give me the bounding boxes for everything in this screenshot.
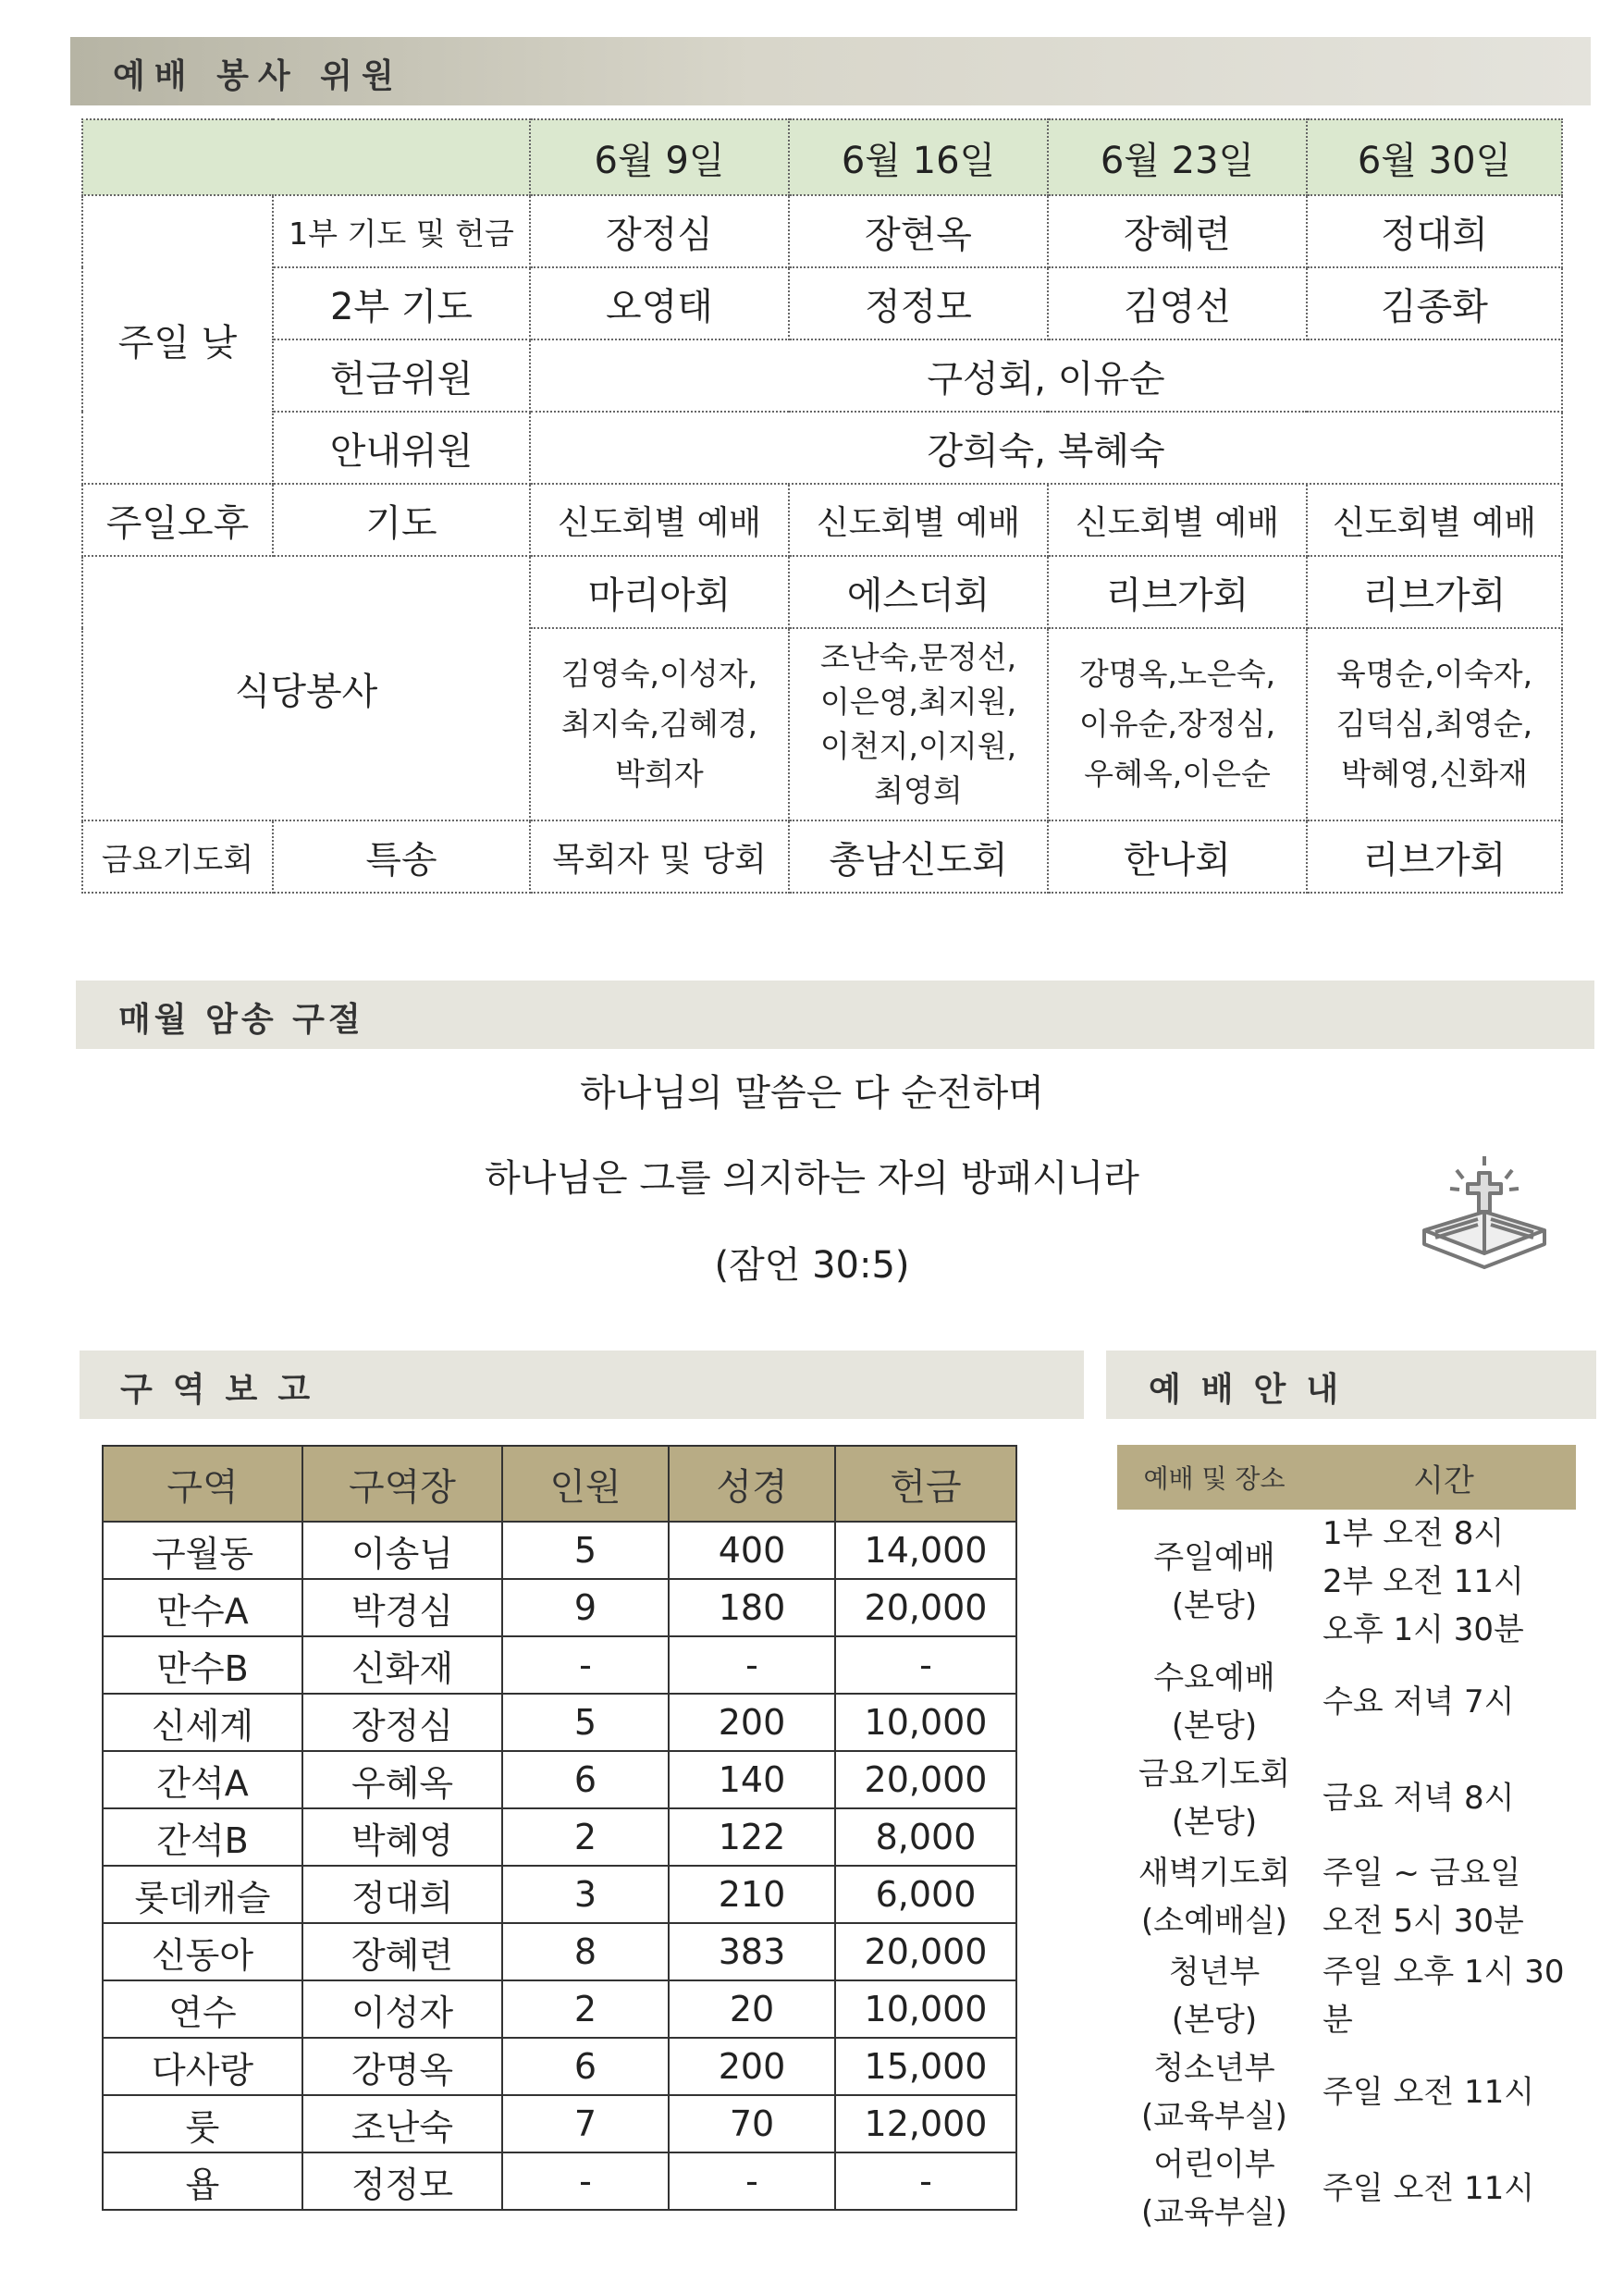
table-cell: 7 — [502, 2095, 669, 2152]
service-cell: 신도회별 예배 — [1048, 484, 1307, 556]
friday-label: 금요기도회 — [82, 820, 273, 893]
service-cell: 신도회별 예배 — [530, 484, 789, 556]
table-cell: 10,000 — [835, 1980, 1016, 2038]
service-cell: 리브가회 — [1307, 820, 1562, 893]
table-cell: 210 — [669, 1866, 835, 1923]
table-cell: 10,000 — [835, 1694, 1016, 1751]
table-cell: 6 — [502, 1751, 669, 1808]
place-line: 청년부 — [1168, 1954, 1261, 1991]
service-cell: 신도회별 예배 — [1307, 484, 1562, 556]
table-cell: 간석B — [103, 1808, 302, 1866]
table-cell: 신동아 — [103, 1923, 302, 1980]
service-cell: 신도회별 예배 — [789, 484, 1048, 556]
worship-time — [1311, 2044, 1576, 2140]
verse-line-1: 하나님의 말씀은 다 순전하며 — [580, 1072, 1044, 1115]
table-cell: 이송님 — [302, 1522, 502, 1579]
time-line: 주일 오전 11시 — [1323, 2074, 1535, 2111]
kitchen-members — [789, 628, 1048, 820]
table-row — [103, 1866, 1016, 1923]
table-cell: - — [835, 1636, 1016, 1694]
table-cell: 6 — [502, 2038, 669, 2095]
service-cell: 정정모 — [789, 267, 1048, 339]
time-line: 주일 오후 1시 30분 — [1323, 1954, 1565, 2039]
service-cell: 한나회 — [1048, 820, 1307, 893]
merged-service-cell: 구성회, 이유순 — [530, 339, 1562, 412]
table-row — [103, 2038, 1016, 2095]
memory-section-title: 매월 암송 구절 — [118, 1001, 364, 1039]
worship-time — [1311, 1846, 1576, 1948]
table-row — [103, 1923, 1016, 1980]
kitchen-group: 에스더회 — [789, 556, 1048, 628]
member-line: 김영숙,이성자, — [560, 656, 758, 692]
member-line: 최지숙,김혜경, — [560, 706, 758, 742]
table-cell: 14,000 — [835, 1522, 1016, 1579]
table-cell: 장혜련 — [302, 1923, 502, 1980]
kitchen-group: 리브가회 — [1048, 556, 1307, 628]
service-cell: 정대희 — [1307, 195, 1562, 267]
table-cell: 신화재 — [302, 1636, 502, 1694]
table-cell: 욥 — [103, 2152, 302, 2210]
table-cell: 박경심 — [302, 1579, 502, 1636]
time-line: 오후 1시 30분 — [1323, 1611, 1524, 1648]
sunday-day-label: 주일 낮 — [82, 195, 273, 484]
table-cell: 70 — [669, 2095, 835, 2152]
service-cell: 오영태 — [530, 267, 789, 339]
service-cell: 장정심 — [530, 195, 789, 267]
worship-time — [1311, 1654, 1576, 1750]
verse-line-2: 하나님은 그를 의지하는 자의 방패시니라 — [485, 1157, 1139, 1200]
table-cell: - — [835, 2152, 1016, 2210]
district-section-header — [80, 1350, 1084, 1419]
time-line: 2부 오전 11시 — [1323, 1563, 1524, 1600]
column-header: 성경 — [669, 1446, 835, 1522]
member-line: 우혜옥,이은순 — [1084, 756, 1271, 792]
member-line: 이유순,장정심, — [1078, 706, 1276, 742]
member-line: 김덕심,최영순, — [1335, 706, 1533, 742]
table-cell: 만수B — [103, 1636, 302, 1694]
member-line: 이천지,이지원, — [819, 728, 1017, 764]
table-cell: 강명옥 — [302, 2038, 502, 2095]
table-cell: 3 — [502, 1866, 669, 1923]
worship-section-header — [1106, 1350, 1596, 1419]
role-label: 기도 — [273, 484, 530, 556]
table-cell: 15,000 — [835, 2038, 1016, 2095]
worship-row — [1117, 1510, 1576, 1654]
service-corner-cell — [82, 119, 530, 195]
column-header: 시간 — [1311, 1445, 1576, 1510]
place-line: (본당) — [1171, 1708, 1258, 1745]
kitchen-members — [1307, 628, 1562, 820]
table-row — [103, 1694, 1016, 1751]
service-row — [82, 484, 1562, 556]
table-cell: 우혜옥 — [302, 1751, 502, 1808]
table-cell: 20 — [669, 1980, 835, 2038]
worship-time — [1311, 1510, 1576, 1654]
verse-reference: (잠언 30:5) — [714, 1244, 910, 1287]
place-line: (소예배실) — [1141, 1903, 1287, 1940]
table-cell: 9 — [502, 1579, 669, 1636]
place-line: (교육부실) — [1141, 2194, 1287, 2231]
table-row — [103, 1751, 1016, 1808]
place-line: (본당) — [1171, 2002, 1258, 2039]
date-header: 6월 23일 — [1048, 119, 1307, 195]
role-label: 2부 기도 — [273, 267, 530, 339]
place-line: 주일예배 — [1153, 1539, 1275, 1576]
worship-place — [1117, 1654, 1311, 1750]
column-header: 인원 — [502, 1446, 669, 1522]
member-line: 박혜영,신화재 — [1341, 756, 1528, 792]
worship-time — [1311, 1750, 1576, 1846]
worship-place — [1117, 1510, 1311, 1654]
role-label: 안내위원 — [273, 412, 530, 484]
table-cell: 만수A — [103, 1579, 302, 1636]
column-header: 예배 및 장소 — [1117, 1445, 1311, 1510]
service-table — [81, 118, 1563, 894]
bible-icon — [1415, 1156, 1554, 1286]
place-line: (본당) — [1171, 1804, 1258, 1841]
table-cell: 룻 — [103, 2095, 302, 2152]
time-line: 오전 5시 30분 — [1323, 1903, 1524, 1940]
table-cell: 12,000 — [835, 2095, 1016, 2152]
date-header: 6월 30일 — [1307, 119, 1562, 195]
service-cell: 장현옥 — [789, 195, 1048, 267]
kitchen-group-row — [82, 556, 1562, 628]
worship-row — [1117, 2140, 1576, 2237]
table-cell: 8,000 — [835, 1808, 1016, 1866]
service-cell: 장혜련 — [1048, 195, 1307, 267]
column-header: 헌금 — [835, 1446, 1016, 1522]
table-cell: - — [669, 1636, 835, 1694]
place-line: 수요예배 — [1153, 1659, 1275, 1696]
service-row — [82, 195, 1562, 267]
table-cell: 조난숙 — [302, 2095, 502, 2152]
table-row — [103, 1980, 1016, 2038]
table-cell: 400 — [669, 1522, 835, 1579]
worship-place — [1117, 1750, 1311, 1846]
service-row — [82, 820, 1562, 893]
column-header: 구역 — [103, 1446, 302, 1522]
table-cell: 다사랑 — [103, 2038, 302, 2095]
worship-time — [1311, 1948, 1576, 2044]
worship-section-title: 예배안내 — [1149, 1371, 1359, 1409]
role-label: 특송 — [273, 820, 530, 893]
place-line: 금요기도회 — [1138, 1756, 1291, 1793]
member-line: 조난숙,문정선, — [819, 639, 1017, 675]
place-line: (교육부실) — [1141, 2098, 1287, 2135]
memory-section-header — [76, 980, 1594, 1049]
table-cell: 정정모 — [302, 2152, 502, 2210]
kitchen-members — [1048, 628, 1307, 820]
column-header: 구역장 — [302, 1446, 502, 1522]
table-cell: 20,000 — [835, 1751, 1016, 1808]
service-date-row — [82, 119, 1562, 195]
time-line: 금요 저녁 8시 — [1323, 1780, 1515, 1817]
table-cell: 383 — [669, 1923, 835, 1980]
table-cell: 140 — [669, 1751, 835, 1808]
worship-row — [1117, 1750, 1576, 1846]
service-cell: 총남신도회 — [789, 820, 1048, 893]
member-line: 최영희 — [874, 772, 963, 808]
kitchen-group: 마리아회 — [530, 556, 789, 628]
worship-row — [1117, 2044, 1576, 2140]
table-cell: 5 — [502, 1522, 669, 1579]
member-line: 박희자 — [615, 756, 704, 792]
table-cell: 122 — [669, 1808, 835, 1866]
table-row — [103, 1808, 1016, 1866]
worship-place — [1117, 1846, 1311, 1948]
sunday-pm-label: 주일오후 — [82, 484, 273, 556]
kitchen-label: 식당봉사 — [82, 556, 530, 820]
table-cell: 구월동 — [103, 1522, 302, 1579]
worship-row — [1117, 1846, 1576, 1948]
service-row — [82, 267, 1562, 339]
place-line: (본당) — [1171, 1587, 1258, 1624]
table-cell: 신세계 — [103, 1694, 302, 1751]
worship-place — [1117, 2044, 1311, 2140]
table-row — [103, 1579, 1016, 1636]
table-row — [103, 1522, 1016, 1579]
table-cell: 6,000 — [835, 1866, 1016, 1923]
table-cell: 박혜영 — [302, 1808, 502, 1866]
place-line: 청소년부 — [1153, 2050, 1275, 2087]
table-cell: 8 — [502, 1923, 669, 1980]
table-cell: 장정심 — [302, 1694, 502, 1751]
merged-service-cell: 강희숙, 복혜숙 — [530, 412, 1562, 484]
table-cell: 2 — [502, 1808, 669, 1866]
worship-place — [1117, 2140, 1311, 2237]
table-cell: - — [669, 2152, 835, 2210]
service-cell: 김종화 — [1307, 267, 1562, 339]
role-label: 헌금위원 — [273, 339, 530, 412]
table-row — [103, 2095, 1016, 2152]
time-line: 주일 오전 11시 — [1323, 2170, 1535, 2207]
time-line: 수요 저녁 7시 — [1323, 1684, 1515, 1720]
role-label: 1부 기도 및 헌금 — [273, 195, 530, 267]
table-cell: 200 — [669, 2038, 835, 2095]
table-cell: 연수 — [103, 1980, 302, 2038]
district-header-row — [103, 1446, 1016, 1522]
district-body — [103, 1522, 1016, 2210]
member-line: 강명옥,노은숙, — [1078, 656, 1276, 692]
table-cell: 정대희 — [302, 1866, 502, 1923]
kitchen-group: 리브가회 — [1307, 556, 1562, 628]
table-row — [103, 1636, 1016, 1694]
table-cell: 2 — [502, 1980, 669, 2038]
table-cell: 180 — [669, 1579, 835, 1636]
date-header: 6월 9일 — [530, 119, 789, 195]
service-row — [82, 339, 1562, 412]
service-section-title: 예배 봉사 위원 — [113, 57, 403, 95]
table-cell: - — [502, 2152, 669, 2210]
table-cell: 롯데캐슬 — [103, 1866, 302, 1923]
table-cell: 5 — [502, 1694, 669, 1751]
worship-table — [1117, 1445, 1576, 2237]
date-header: 6월 16일 — [789, 119, 1048, 195]
table-cell: 간석A — [103, 1751, 302, 1808]
service-row — [82, 412, 1562, 484]
service-section-header — [70, 37, 1591, 105]
district-table — [102, 1445, 1017, 2211]
place-line: 어린이부 — [1153, 2146, 1275, 2183]
time-line: 주일 ~ 금요일 — [1323, 1855, 1521, 1892]
worship-row — [1117, 1948, 1576, 2044]
worship-place — [1117, 1948, 1311, 2044]
table-cell: 20,000 — [835, 1923, 1016, 1980]
worship-time — [1311, 2140, 1576, 2237]
service-cell: 목회자 및 당회 — [530, 820, 789, 893]
place-line: 새벽기도회 — [1138, 1855, 1291, 1892]
worship-row — [1117, 1654, 1576, 1750]
kitchen-members — [530, 628, 789, 820]
worship-body — [1117, 1510, 1576, 2237]
table-cell: 이성자 — [302, 1980, 502, 2038]
table-cell: 20,000 — [835, 1579, 1016, 1636]
table-cell: 200 — [669, 1694, 835, 1751]
table-cell: - — [502, 1636, 669, 1694]
district-section-title: 구역보고 — [120, 1371, 331, 1409]
member-line: 이은영,최지원, — [819, 684, 1017, 720]
member-line: 육명순,이숙자, — [1335, 656, 1533, 692]
worship-header-row — [1117, 1445, 1576, 1510]
time-line: 1부 오전 8시 — [1323, 1515, 1505, 1552]
service-cell: 김영선 — [1048, 267, 1307, 339]
table-row — [103, 2152, 1016, 2210]
